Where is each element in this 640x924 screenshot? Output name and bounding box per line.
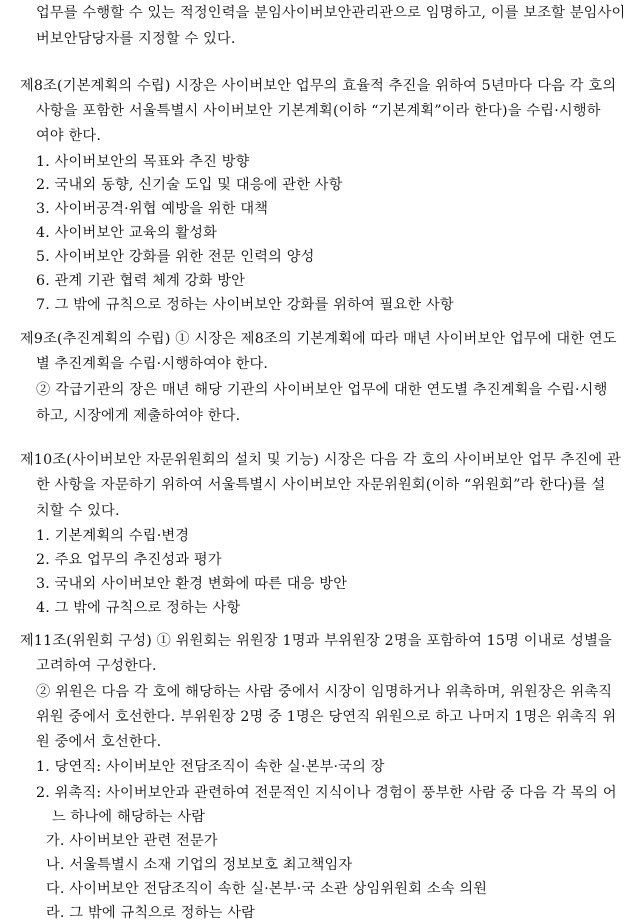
text-line: 치할 수 있다. [36,503,120,519]
text-line: 다. 사이버보안 전담조직이 속한 실·본부·국 소관 상임위원회 소속 의원 [46,881,488,897]
text-line: 1. 당연직: 사이버보안 전담조직이 속한 실·본부·국의 장 [36,759,385,775]
text-line: 한 사항을 자문하기 위하여 서울특별시 사이버보안 자문위원회(이하 “위원회”라 한다)를 설 [36,477,606,493]
text-line: 버보안담당자를 지정할 수 있다. [36,31,236,47]
text-line: 여야 한다. [36,128,102,144]
text-line: 3. 국내외 사이버보안 환경 변화에 따른 대응 방안 [36,576,348,592]
text-line: 제8조(기본계획의 수립) 시장은 사이버보안 업무의 효율적 추진을 위하여 5년마다 다음 각 호의 [20,78,617,94]
text-line: 하고, 시장에게 제출하여야 한다. [36,408,241,424]
text-line: 1. 기본계획의 수립·변경 [36,528,190,544]
text-line: 7. 그 밖에 규칙으로 정하는 사이버보안 강화를 위하여 필요한 사항 [36,297,454,313]
text-line: 사항을 포함한 서울특별시 사이버보안 기본계획(이하 “기본계획”이라 한다)을 수립·시행하 [36,103,601,119]
text-line: 라. 그 밖에 규칙으로 정하는 사람 [46,905,256,921]
text-line: 4. 사이버보안 교육의 활성화 [36,225,218,241]
text-line: ② 각급기관의 장은 매년 해당 기관의 사이버보안 업무에 대한 연도별 추진계획을 수립·시행 [36,382,608,398]
text-line: 3. 사이버공격·위협 예방을 위한 대책 [36,201,269,217]
text-line: 제9조(추진계획의 수립) ① 시장은 제8조의 기본계획에 따라 매년 사이버보안 업무에 대한 연도 [20,331,617,347]
text-line: 나. 서울특별시 소재 기업의 정보보호 최고책임자 [46,857,353,873]
text-line: 2. 주요 업무의 추진성과 평가 [36,552,222,568]
text-line: 2. 위촉직: 사이버보안과 관련하여 전문적인 지식이나 경험이 풍부한 사람 중 다음 각 목의 어 [36,785,617,801]
text-line: 6. 관계 기관 협력 체계 강화 방안 [36,273,246,289]
text-line: 가. 사이버보안 관련 전문가 [46,833,218,849]
text-line: 원 중에서 호선한다. [36,734,162,750]
text-line: 별 추진계획을 수립·시행하여야 한다. [36,356,269,372]
text-line: 2. 국내외 동향, 신기술 도입 및 대응에 관한 사항 [36,177,343,193]
text-line: 업무를 수행할 수 있는 적정인력을 분임사이버보안관리관으로 임명하고, 이를 보조할 분임사이 [36,5,626,21]
text-line: 4. 그 밖에 규칙으로 정하는 사항 [36,600,241,616]
text-line: 1. 사이버보안의 목표와 추진 방향 [36,154,250,170]
text-line: 제10조(사이버보안 자문위원회의 설치 및 기능) 시장은 다음 각 호의 사이버보안 업무 추진에 관 [20,452,621,468]
text-line: 고려하여 구성한다. [36,658,157,674]
text-line: 5. 사이버보안 강화를 위한 전문 인력의 양성 [36,249,315,265]
text-line: 위원 중에서 호선한다. 부위원장 2명 중 1명은 당연직 위원으로 하고 나머지 1명은 위촉직 위 [36,709,617,725]
text-line: ② 위원은 다음 각 호에 해당하는 사람 중에서 시장이 임명하거나 위촉하며, 위원장은 위촉직 [36,684,613,700]
text-line: 느 하나에 해당하는 사람 [52,809,206,825]
text-line: 제11조(위원회 구성) ① 위원회는 위원장 1명과 부위원장 2명을 포함하여 15명 이내로 성별을 [20,633,612,649]
